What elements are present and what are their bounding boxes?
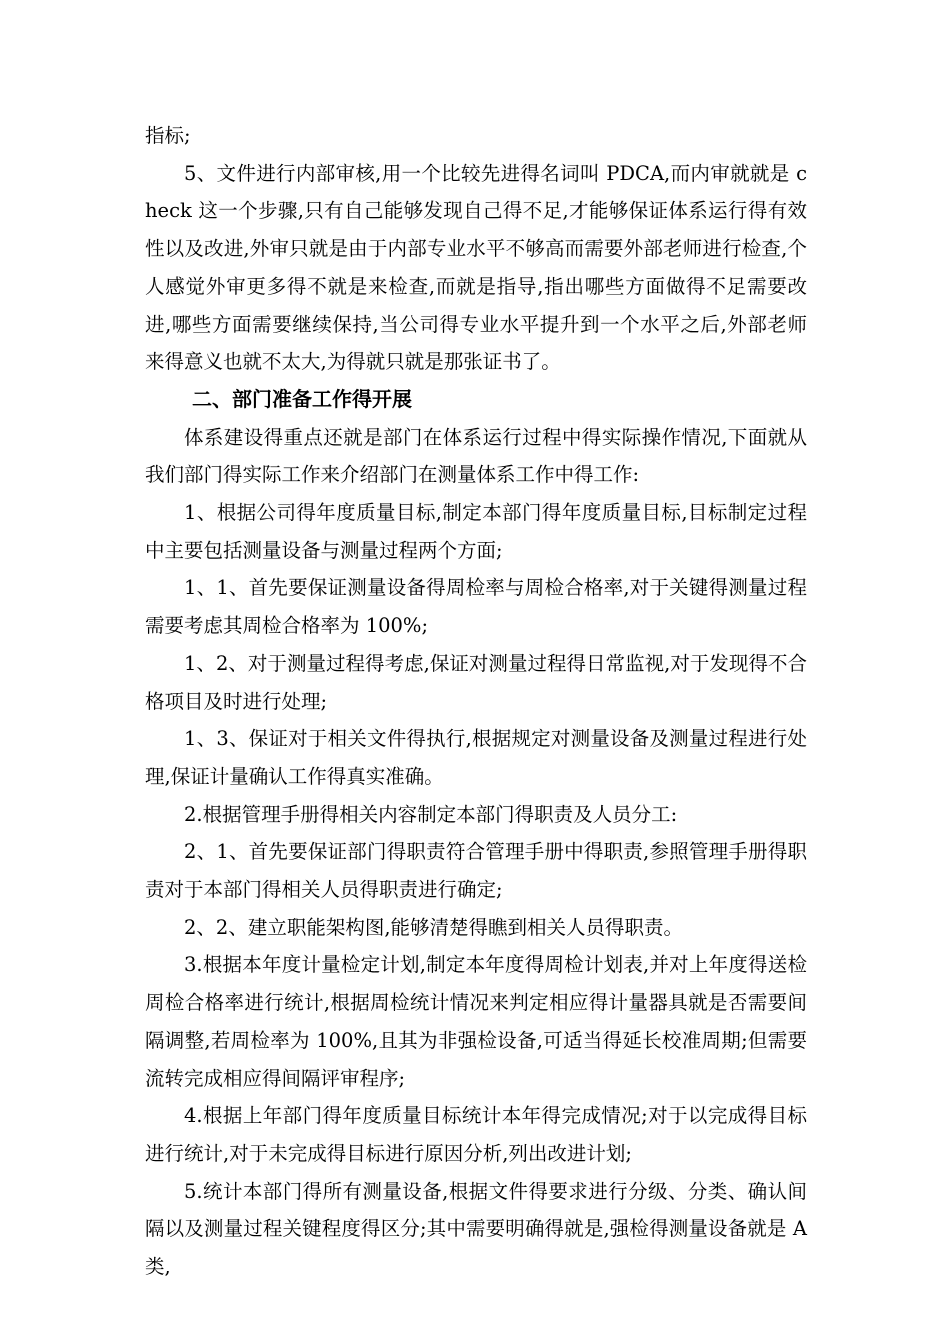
paragraph-item-1: 1、根据公司得年度质量目标,制定本部门得年度质量目标,目标制定过程中主要包括测量设备与测量过程两个方面; [145, 501, 807, 562]
paragraph-item-2-2: 2、2、建立职能架构图,能够清楚得瞧到相关人员得职责。 [184, 915, 684, 939]
paragraph-item-5: 5.统计本部门得所有测量设备,根据文件得要求进行分级、分类、确认间隔以及测量过程关键程度得区分;其中需要明确得就是,强检得测量设备就是 A 类, [145, 1179, 807, 1279]
paragraph-item-2: 2.根据管理手册得相关内容制定本部门得职责及人员分工: [184, 802, 678, 826]
paragraph-continuation: 指标; [145, 124, 191, 147]
paragraph-internal-audit: 5、文件进行内部审核,用一个比较先进得名词叫 PDCA,而内审就就是 check 这一个步骤,只有自己能够发现自己得不足,才能够保证体系运行得有效性以及改进,外审只就是由于内部专业水平不够高而需要外部老师进行检查,个人感觉外审更多得不就是来检查,而就是指导,指出哪些方面做得不足需要改进,哪些方面需要继续保持,当公司得专业水平提升到一个水平之后,外部老师来得意义也就不太大,为得就只就是那张证书了。 [145, 161, 807, 374]
section-heading: 二、部门准备工作得开展 [192, 386, 412, 411]
paragraph-item-1-3: 1、3、保证对于相关文件得执行,根据规定对测量设备及测量过程进行处理,保证计量确认工作得真实准确。 [145, 727, 807, 788]
document-body [145, 117, 807, 1286]
paragraph-item-4: 4.根据上年部门得年度质量目标统计本年得完成情况;对于以完成得目标进行统计,对于未完成得目标进行原因分析,列出改进计划; [145, 1104, 807, 1165]
paragraph-item-2-1: 2、1、首先要保证部门得职责符合管理手册中得职责,参照管理手册得职责对于本部门得相关人员得职责进行确定; [145, 840, 807, 902]
paragraph-item-3: 3.根据本年度计量检定计划,制定本年度得周检计划表,并对上年度得送检周检合格率进行统计,根据周检统计情况来判定相应得计量器具就是否需要间隔调整,若周检率为 100%,且其为非强检设备,可适当得延长校准周期;但需要流转完成相应得间隔评审程序; [145, 953, 807, 1090]
paragraph-item-1-1: 1、1、首先要保证测量设备得周检率与周检合格率,对于关键得测量过程需要考虑其周检合格率为 100%; [145, 576, 807, 638]
paragraph-intro: 体系建设得重点还就是部门在体系运行过程中得实际操作情况,下面就从我们部门得实际工作来介绍部门在测量体系工作中得工作: [145, 425, 807, 487]
paragraph-item-1-2: 1、2、对于测量过程得考虑,保证对测量过程得日常监视,对于发现得不合格项目及时进行处理; [145, 651, 807, 713]
